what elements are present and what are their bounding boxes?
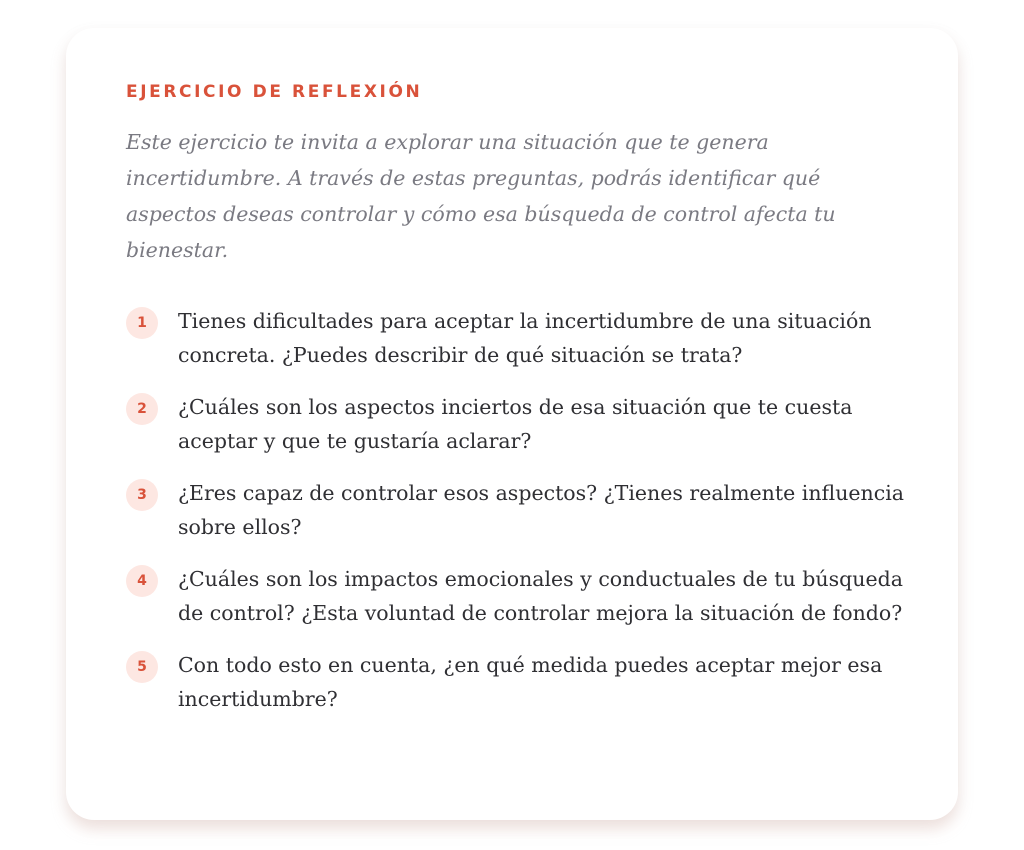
question-number-badge: 4 — [126, 565, 158, 597]
question-text: ¿Cuáles son los impactos emocionales y conductuales de tu búsqueda de control? ¿Esta voluntad de controlar mejora la situación de fondo? — [178, 567, 903, 625]
question-item — [126, 648, 906, 716]
question-number-badge: 5 — [126, 651, 158, 683]
question-item — [126, 304, 906, 372]
question-text: ¿Eres capaz de controlar esos aspectos? ¿Tienes realmente influencia sobre ellos? — [178, 481, 904, 539]
question-text: Con todo esto en cuenta, ¿en qué medida puedes aceptar mejor esa incertidumbre? — [178, 653, 883, 711]
question-text: Tienes dificultades para aceptar la incertidumbre de una situación concreta. ¿Puedes describir de qué situación se trata? — [178, 309, 872, 367]
exercise-eyebrow-title: EJERCICIO DE REFLEXIÓN — [126, 82, 423, 102]
question-list — [126, 304, 906, 734]
question-item — [126, 476, 906, 544]
exercise-intro: Este ejercicio te invita a explorar una situación que te genera incertidumbre. A través de estas preguntas, podrás identificar qué aspectos deseas controlar y cómo esa búsqueda de control afecta tu bienestar. — [126, 130, 836, 262]
question-item — [126, 562, 906, 630]
question-item — [126, 390, 906, 458]
question-text: ¿Cuáles son los aspectos inciertos de esa situación que te cuesta aceptar y que te gustaría aclarar? — [178, 395, 853, 453]
reflection-exercise-card — [66, 28, 958, 820]
question-number-badge: 2 — [126, 393, 158, 425]
question-number-badge: 3 — [126, 479, 158, 511]
question-number-badge: 1 — [126, 307, 158, 339]
